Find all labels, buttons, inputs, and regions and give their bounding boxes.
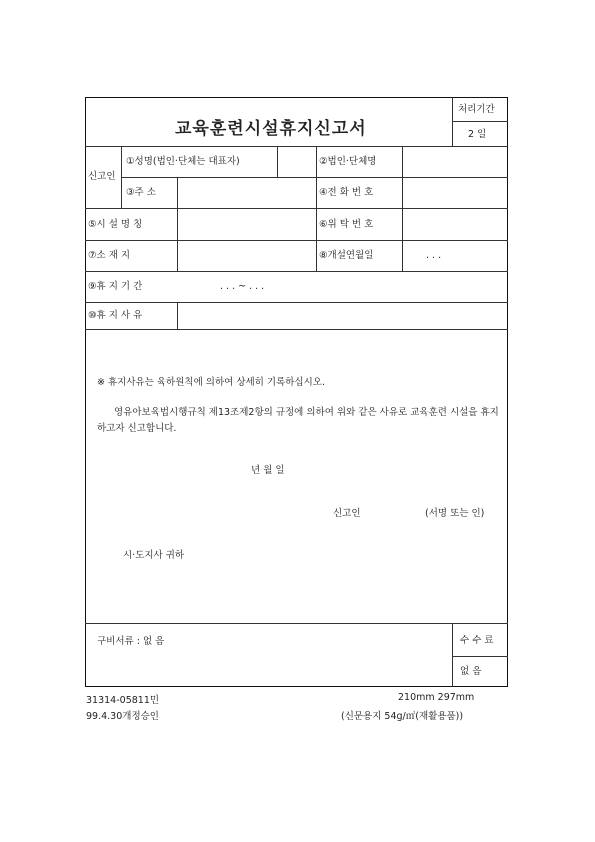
- location-label: ⑦소 재 지: [88, 250, 131, 261]
- signature-hint: (서명 또는 인): [425, 508, 485, 519]
- form-code: 31314-05811민: [86, 695, 160, 706]
- statement-text: 영유아보육법시행규칙 제13조제2항의 규정에 의하여 위와 같은 사유로 교육훈련 시설을 휴지하고자 신고합니다.: [97, 407, 499, 434]
- divider: [85, 271, 508, 272]
- paper-size: 210mm 297mm: [398, 692, 475, 703]
- phone-label: ④전 화 번 호: [319, 187, 374, 198]
- report-form: [85, 97, 508, 687]
- divider: [85, 329, 508, 330]
- divider: [452, 121, 508, 122]
- divider: [121, 146, 122, 208]
- divider: [177, 177, 178, 208]
- divider: [85, 208, 508, 209]
- divider: [85, 623, 508, 624]
- processing-period-value: 2 일: [468, 129, 487, 140]
- date-line: 년 월 일: [251, 465, 285, 476]
- paper-type: (신문용지 54g/㎡(재활용품)): [341, 711, 464, 722]
- divider: [85, 302, 508, 303]
- consignment-no-label: ⑥위 탁 번 호: [319, 219, 374, 230]
- divider: [177, 208, 178, 271]
- divider: [452, 97, 453, 146]
- opening-date-value: . . .: [426, 250, 442, 261]
- divider: [402, 146, 403, 271]
- fee-label: 수 수 료: [460, 635, 494, 646]
- divider: [277, 146, 278, 177]
- instruction-note: ※ 휴지사유는 육하원칙에 의하여 상세히 기록하십시오.: [97, 377, 325, 388]
- divider: [85, 146, 508, 147]
- divider: [452, 656, 508, 657]
- suspension-period-label: ⑨휴 지 기 간: [88, 281, 143, 292]
- org-name-label: ②법인·단체명: [319, 156, 377, 167]
- opening-date-label: ⑧개설연월일: [319, 250, 374, 261]
- divider: [452, 623, 453, 687]
- facility-name-label: ⑤시 설 명 칭: [88, 219, 143, 230]
- form-title: 교육훈련시설휴지신고서: [175, 119, 367, 139]
- address-label: ③주 소: [126, 187, 156, 198]
- divider: [85, 240, 508, 241]
- divider: [316, 146, 317, 271]
- divider: [177, 302, 178, 329]
- suspension-period-value: . . . ~ . . .: [220, 281, 265, 292]
- addressee: 시·도지사 귀하: [123, 550, 185, 561]
- signature-label: 신고인: [333, 508, 361, 519]
- suspension-reason-label: ⑩휴 지 사 유: [88, 310, 143, 321]
- fee-value: 없 음: [460, 666, 482, 677]
- name-label: ①성명(법인·단체는 대표자): [126, 156, 240, 167]
- reporter-label: 신고인: [88, 171, 116, 182]
- divider: [121, 177, 508, 178]
- approval-date: 99.4.30개정승인: [86, 711, 159, 722]
- documents-label: 구비서류 : 없 음: [97, 636, 165, 647]
- processing-period-label: 처리기간: [458, 104, 495, 115]
